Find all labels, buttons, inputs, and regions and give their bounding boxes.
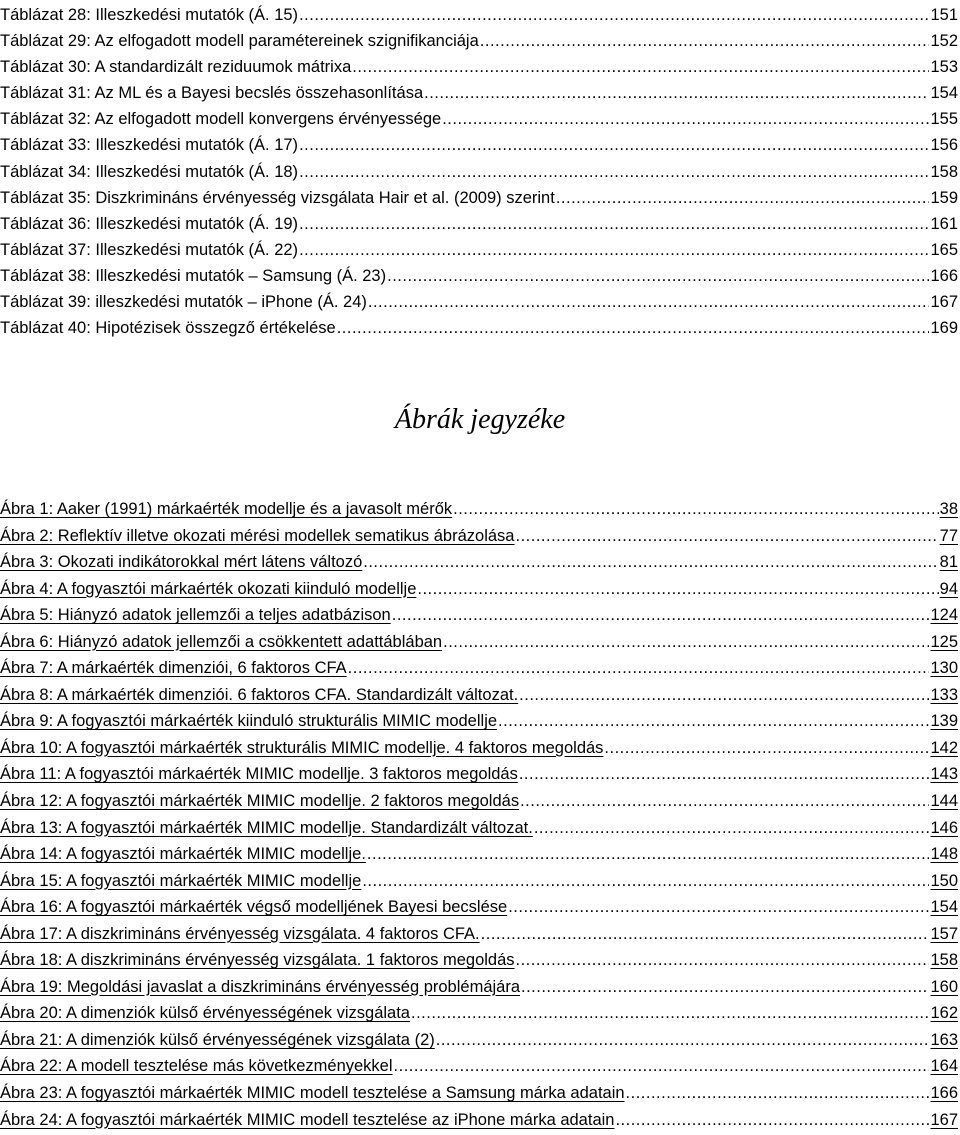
toc-entry-label: Ábra 5: Hiányzó adatok jellemzői a teljes adatbázison [0,606,391,625]
toc-entry-table-38[interactable] [0,263,958,289]
toc-entry-figure-14[interactable] [0,841,958,868]
toc-entry-label: Ábra 4: A fogyasztói márkaérték okozati kiinduló modellje [0,579,417,598]
toc-entry-page: 155 [930,110,958,129]
toc-entry-page: 153 [930,58,958,77]
toc-entry-label: Ábra 7: A márkaérték dimenziói, 6 faktoros CFA [0,659,347,678]
dot-leader [299,2,929,28]
toc-entry-figure-10[interactable] [0,735,958,762]
toc-entry-label: Táblázat 37: Illeszkedési mutatók (Á. 22) [0,240,299,259]
toc-entry-table-34[interactable] [0,159,958,185]
toc-entry-page: 154 [930,84,958,103]
dot-leader [453,496,939,523]
toc-entry-page: 139 [930,712,958,731]
toc-entry-figure-20[interactable] [0,1000,958,1027]
dot-leader [368,289,930,315]
toc-entry-page: 158 [930,951,958,970]
toc-entry-label: Ábra 6: Hiányzó adatok jellemzői a csökkentett adattáblában [0,632,443,651]
toc-entry-table-35[interactable] [0,185,958,211]
toc-entry-table-40[interactable] [0,315,958,341]
toc-entry-figure-5[interactable] [0,602,958,629]
toc-entry-label: Ábra 15: A fogyasztói márkaérték MIMIC modellje [0,871,362,890]
toc-entry-table-28[interactable] [0,2,958,28]
dot-leader [417,576,938,603]
toc-entry-figure-21[interactable] [0,1027,958,1054]
toc-entry-label: Ábra 24: A fogyasztói márkaérték MIMIC modell tesztelése az iPhone márka adatain [0,1110,615,1129]
toc-entry-label: Ábra 3: Okozati indikátorokkal mért látens változó [0,553,363,572]
dot-leader [367,841,930,868]
toc-entry-label: Táblázat 40: Hipotézisek összegző értékelése [0,319,336,338]
toc-entry-page: 94 [939,579,958,598]
toc-entry-table-37[interactable] [0,237,958,263]
toc-entry-page: 167 [930,1110,958,1129]
toc-entry-figure-23[interactable] [0,1080,958,1107]
toc-entry-label: Ábra 18: A diszkrimináns érvényesség vizsgálata. 1 faktoros megoldás [0,951,515,970]
dot-leader [362,868,929,895]
dot-leader [521,974,929,1001]
dot-leader [516,947,930,974]
toc-entry-table-30[interactable] [0,54,958,80]
dot-leader [337,315,930,341]
toc-entry-figure-1[interactable] [0,496,958,523]
toc-entry-page: 161 [930,214,958,233]
dot-leader [480,28,930,54]
toc-entry-label: Ábra 10: A fogyasztói márkaérték strukturális MIMIC modellje. 4 faktoros megoldás [0,738,604,757]
toc-entry-figure-7[interactable] [0,655,958,682]
toc-entry-page: 156 [930,136,958,155]
toc-entry-figure-15[interactable] [0,868,958,895]
toc-entry-figure-3[interactable] [0,549,958,576]
toc-entry-label: Táblázat 28: Illeszkedési mutatók (Á. 15) [0,6,299,24]
toc-entry-page: 164 [930,1057,958,1076]
figures-heading: Ábrák jegyzéke [394,404,566,435]
dot-leader [299,211,929,237]
toc-entry-page: 158 [930,162,958,181]
toc-entry-page: 163 [930,1030,958,1049]
toc-entry-label: Táblázat 34: Illeszkedési mutatók (Á. 18) [0,162,299,181]
toc-entry-page: 146 [930,818,958,837]
toc-entry-figure-8[interactable] [0,682,958,709]
toc-entry-figure-18[interactable] [0,947,958,974]
toc-entry-figure-11[interactable] [0,761,958,788]
toc-entry-figure-6[interactable] [0,629,958,656]
toc-entry-figure-17[interactable] [0,921,958,948]
dot-leader [515,523,938,550]
toc-entry-page: 157 [930,924,958,943]
toc-entry-figure-9[interactable] [0,708,958,735]
toc-entry-page: 166 [930,1084,958,1103]
toc-entry-label: Táblázat 33: Illeszkedési mutatók (Á. 17) [0,136,299,155]
toc-entry-label: Ábra 23: A fogyasztói márkaérték MIMIC modell tesztelése a Samsung márka adatain [0,1084,625,1103]
toc-entry-figure-24[interactable] [0,1107,958,1134]
dot-leader [443,629,929,656]
dot-leader [534,815,930,842]
toc-entry-page: 167 [930,293,958,312]
toc-entry-label: Ábra 22: A modell tesztelése más következményekkel [0,1057,393,1076]
toc-entry-page: 169 [930,319,958,338]
dot-leader [604,735,929,762]
toc-entry-label: Ábra 19: Megoldási javaslat a diszkrimináns érvényesség problémájára [0,977,521,996]
toc-entry-page: 165 [930,240,958,259]
dot-leader [556,185,930,211]
toc-entry-page: 151 [930,6,958,24]
dot-leader [481,921,930,948]
toc-entry-figure-19[interactable] [0,974,958,1001]
toc-entry-label: Ábra 1: Aaker (1991) márkaérték modellje és a javasolt mérők [0,500,453,518]
toc-entry-page: 154 [930,898,958,917]
toc-entry-page: 124 [930,606,958,625]
toc-entry-page: 130 [930,659,958,678]
toc-entry-label: Táblázat 35: Diszkrimináns érvényesség vizsgálata Hair et al. (2009) szerint [0,188,555,207]
toc-entry-table-33[interactable] [0,132,958,158]
toc-entry-label: Ábra 9: A fogyasztói márkaérték kiinduló strukturális MIMIC modellje [0,712,498,731]
toc-entry-page: 152 [930,32,958,51]
toc-entry-label: Ábra 2: Reflektív illetve okozati mérési modellek sematikus ábrázolása [0,526,515,545]
toc-entry-page: 77 [939,526,958,545]
toc-entry-page: 133 [930,685,958,704]
dot-leader [615,1107,929,1134]
dot-leader [508,894,929,921]
toc-entry-page: 166 [930,266,958,285]
dot-leader [352,54,929,80]
toc-entry-label: Ábra 17: A diszkrimináns érvényesség vizsgálata. 4 faktoros CFA. [0,924,480,943]
toc-entry-figure-16[interactable] [0,894,958,921]
dot-leader [442,106,929,132]
dot-leader [626,1080,930,1107]
toc-entry-label: Ábra 16: A fogyasztói márkaérték végső modelljének Bayesi becslése [0,898,508,917]
toc-entry-page: 160 [930,977,958,996]
toc-entry-figure-22[interactable] [0,1053,958,1080]
toc-entry-page: 38 [939,500,958,518]
toc-entry-page: 162 [930,1004,958,1023]
toc-entry-page: 150 [930,871,958,890]
dot-leader [299,159,929,185]
toc-entry-label: Ábra 8: A márkaérték dimenziói. 6 faktoros CFA. Standardizált változat. [0,685,519,704]
dot-leader [299,237,929,263]
toc-entry-label: Táblázat 32: Az elfogadott modell konvergens érvényessége [0,110,442,129]
dot-leader [363,549,938,576]
toc-entry-page: 143 [930,765,958,784]
dot-leader [519,682,929,709]
toc-entry-figure-2[interactable] [0,523,958,550]
toc-entry-label: Ábra 13: A fogyasztói márkaérték MIMIC modellje. Standardizált változat. [0,818,533,837]
dot-leader [299,132,929,158]
toc-entry-table-32[interactable] [0,106,958,132]
toc-entry-figure-4[interactable] [0,576,958,603]
toc-entry-page: 148 [930,845,958,864]
toc-entry-page: 125 [930,632,958,651]
dot-leader [498,708,929,735]
toc-entry-table-29[interactable] [0,28,958,54]
dot-leader [436,1027,930,1054]
toc-entry-label: Ábra 14: A fogyasztói márkaérték MIMIC modellje. [0,845,366,864]
toc-entry-label: Táblázat 39: illeszkedési mutatók – iPhone (Á. 24) [0,293,367,312]
toc-entry-figure-12[interactable] [0,788,958,815]
dot-leader [348,655,930,682]
toc-entry-table-31[interactable] [0,80,958,106]
toc-entry-label: Táblázat 31: Az ML és a Bayesi becslés összehasonlítása [0,84,424,103]
dot-leader [424,80,929,106]
toc-entry-page: 142 [930,738,958,757]
dot-leader [392,602,930,629]
toc-entry-table-36[interactable] [0,211,958,237]
dot-leader [411,1000,929,1027]
toc-entry-label: Táblázat 29: Az elfogadott modell paramétereinek szignifikanciája [0,32,479,51]
toc-entry-figure-13[interactable] [0,815,958,842]
toc-entry-label: Táblázat 30: A standardizált reziduumok mátrixa [0,58,352,77]
figure-list [0,496,958,1133]
toc-entry-page: 144 [930,792,958,811]
dot-leader [394,1053,930,1080]
toc-entry-label: Ábra 21: A dimenziók külső érvényességének vizsgálata (2) [0,1030,435,1049]
dot-leader [519,761,930,788]
toc-entry-page: 81 [939,553,958,572]
toc-entry-page: 159 [930,188,958,207]
dot-leader [520,788,929,815]
toc-entry-label: Táblázat 36: Illeszkedési mutatók (Á. 19) [0,214,299,233]
toc-entry-label: Ábra 12: A fogyasztói márkaérték MIMIC modellje. 2 faktoros megoldás [0,792,520,811]
toc-entry-table-39[interactable] [0,289,958,315]
dot-leader [387,263,929,289]
toc-entry-label: Ábra 11: A fogyasztói márkaérték MIMIC modellje. 3 faktoros megoldás [0,765,518,784]
table-list [0,2,958,341]
toc-entry-label: Táblázat 38: Illeszkedési mutatók – Samsung (Á. 23) [0,266,387,285]
toc-entry-label: Ábra 20: A dimenziók külső érvényességének vizsgálata [0,1004,410,1023]
